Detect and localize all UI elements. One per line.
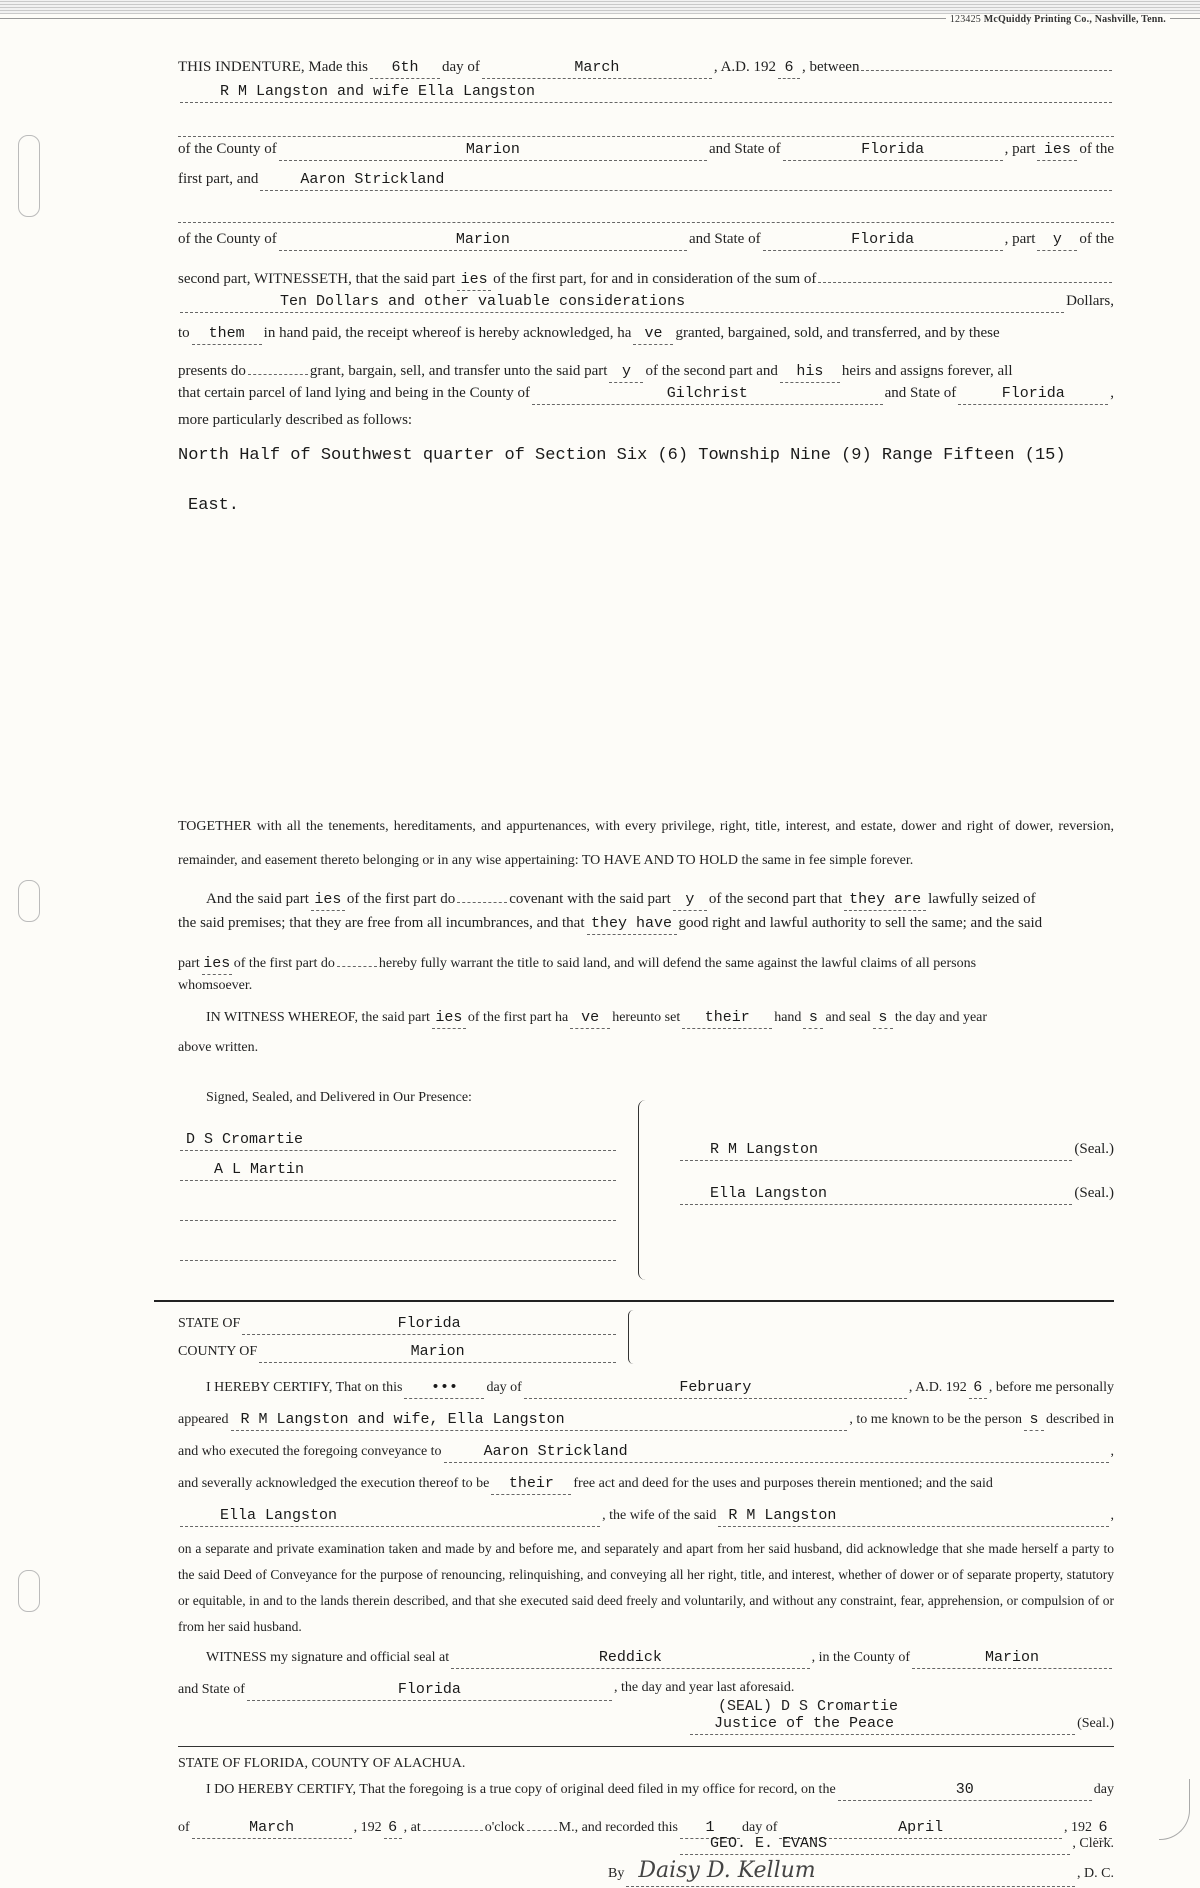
witness-state-line: and State of Florida (178, 1680, 614, 1701)
wife-line: Ella Langston , the wife of the said R M Langston , (178, 1506, 1114, 1527)
grantee-part-suffix: y (1037, 230, 1077, 251)
signature-brace (638, 1100, 653, 1280)
recording-divider (178, 1746, 1114, 1747)
ack-grantee: Aaron Strickland (444, 1442, 1109, 1463)
witness-signature (180, 1240, 616, 1261)
grantor-signature: R M Langston (680, 1140, 1072, 1161)
their-hands: their (682, 1008, 772, 1029)
conveyance-line: and who executed the foregoing conveyance to Aaron Strickland , (178, 1442, 1114, 1463)
witness-whereof-line: IN WITNESS WHEREOF, the said part ies of the first part ha ve hereunto set their hand s and seal s the day and year (206, 1008, 1114, 1029)
filed-month: March (192, 1818, 352, 1839)
appeared-names: R M Langston and wife, Ella Langston (231, 1410, 848, 1431)
grantor-part-suffix: ies (1037, 140, 1077, 161)
certify-line: I HEREBY CERTIFY, That on this ••• day of February , A.D. 192 6 , before me personally (206, 1378, 1114, 1399)
clerk-line: GEO. E. EVANS , Clerk. (678, 1834, 1114, 1855)
appeared-line: appeared R M Langston and wife, Ella Langston , to me known to be the person s described in (178, 1410, 1114, 1431)
deputy-signature: Daisy D. Kellum (626, 1858, 1075, 1887)
grantee-name: Aaron Strickland (260, 170, 1112, 191)
grantor-names-line (178, 82, 1114, 103)
ack-month: February (524, 1378, 907, 1399)
husband-name: R M Langston (718, 1506, 1108, 1527)
binder-hole-mark (18, 880, 40, 922)
consideration-line: Ten Dollars and other valuable considerations Dollars, (178, 292, 1114, 313)
clerk-name: GEO. E. EVANS (680, 1834, 1070, 1855)
premises-line: the said premises; that they are free from all incumbrances, and that they have good right and lawful authority to sell the same; and the said (178, 914, 1114, 935)
binder-hole-mark (18, 1570, 40, 1612)
grantee-county-line: of the County of Marion and State of Florida , part y of the (178, 230, 1114, 251)
ack-county: Marion (259, 1342, 616, 1363)
deed-page: 123425 McQuiddy Printing Co., Nashville, Tenn. THIS INDENTURE, Made this 6th day of March , A.D. 192 6 , between R M Langston and wife Ella Langston of the County of Marion and State of Florida , part ies of the first part, and Aaron Strickland of the County of Marion and State of Florida , part y of the second part, WITNESSETH, that the said part ies of the first part, for and in consideration of the sum of Ten Dollars and other valuable considerations Dollars, to them in hand paid, the receipt whereof is hereby acknowledged, ha ve granted, bargained, sold, and transferred, and by these presents do grant, bargain, sell, and transfer unto the said part y of the second part and his heirs and assigns forever, all that certain parcel of land lying and being in the County of Gilchrist and State of Florida , more particularly described as follows: North Half of Southwest quarter of Section Six (6) Township Nine (9) Range Fifteen (15) East. TOGETHER with all the tenements, hereditaments, and appurtenances, with every privilege, right, title, interest, and estate, dower and right of dower, reversion, remainder, and easement thereto belonging or in any wise appertaining: TO HAVE AND TO HOLD the same in fee simple forever. And the said part ies of the first part do covenant with the said part y of the second part that they are lawfully seized of the said premises; that they are free from all incumbrances, and that they have good right and lawful authority to sell the same; and the said part ies of the first part do hereby fully warrant the title to said land, and will defend the same against the lawful claims of all persons whomsoever. IN WITNESS WHEREOF, the said part ies of the first part ha ve hereunto set their hand s and seal s the day and year above written. Signed, Sealed, and Delivered in Our Presence: D S Cromartie A L Martin R M Langston (Seal.) Ella Langston (Seal.) STATE OF Florida COUNTY OF Marion I HEREBY CERTIFY, That on this ••• day of February , A.D. 192 6 , before me personally appeared R M Langston and wife, Ella Langston , to me known to be the person s described in and who executed the foregoing conveyance to Aaron Strickland , and severally acknowledged the execution thereof to be their free act and deed for the uses and purposes therein mentioned; and the said Ella Langston , the wife of the said R M Langston , on a separate and private examination taken and made by and before me, and separately and apart from her said husband, did acknowledge that she made herself a party to the said Deed of Conveyance for the purpose of renouncing, relinquishing, and conveying all her right, title, and interest, whether of dower or of separate property, statutory or equitable, in and to the lands therein described, and that she executed said deed freely and voluntarily, and without any constraint, fear, apprehension, or compulsion of or from her said husband. WITNESS my signature and official seal at Reddick , in the County of Marion and State of Florida , the day and year last aforesaid. (SEAL) D S Cromartie Justice of the Peace (Seal.) STATE OF FLORIDA, COUNTY OF ALACHUA. I DO HEREBY CERTIFY, That the foregoing is a true copy of original deed filed in my office for record, on the 30 day of March , 192 6 , at o'clock M., and recorded this 1 day of April , 192 6 GEO. E. EVANS , Clerk. By Daisy D. Kellum , D. C. (0, 0, 1200, 1860)
land-county: Gilchrist (532, 384, 883, 405)
officer-seal: (SEAL) D S Cromartie (718, 1698, 899, 1715)
indenture-line: THIS INDENTURE, Made this 6th day of March , A.D. 192 6 , between (178, 50, 1114, 79)
indenture-year-digit: 6 (778, 58, 800, 79)
officer-line: Justice of the Peace (Seal.) (688, 1714, 1114, 1735)
grantor-names: R M Langston and wife Ella Langston (180, 82, 1112, 103)
together-clause: TOGETHER with all the tenements, hereditaments, and appurtenances, with every privilege, right, title, interest, and estate, dower and right of dower, reversion, remainder, and easement thereto belonging or in any wise appertaining: TO HAVE AND TO HOLD the same in fee simple forever. (178, 819, 1114, 868)
land-state: Florida (958, 384, 1108, 405)
consideration-amount: Ten Dollars and other valuable considerations (180, 292, 1064, 313)
receipt-line: to them in hand paid, the receipt whereof is hereby acknowledged, ha ve granted, bargained, sold, and transferred, and by these (178, 324, 1114, 345)
presents-line: presents do grant, bargain, sell, and transfer unto the said part y of the second part and his heirs and assigns forever, all (178, 354, 1114, 383)
land-description-line-1: North Half of Southwest quarter of Section Six (6) Township Nine (9) Range Fifteen (15) (178, 446, 1066, 465)
witness-seal-line: WITNESS my signature and official seal at Reddick , in the County of Marion (206, 1648, 1114, 1669)
grantor-county-line: of the County of Marion and State of Florida , part ies of the (178, 140, 1114, 161)
grantee-state: Florida (763, 230, 1003, 251)
printer-name: McQuiddy Printing Co., Nashville, Tenn. (983, 14, 1166, 25)
printer-number: 123425 (949, 14, 982, 25)
more-particularly: more particularly described as follows: (178, 412, 413, 428)
witness-signature (180, 1200, 616, 1221)
witnesseth-line: second part, WITNESSETH, that the said part ies of the first part, for and in consideration of the sum of (178, 262, 1114, 291)
heirs-pronoun: his (780, 362, 840, 383)
binder-hole-mark (18, 135, 40, 217)
ack-county-line: COUNTY OF Marion (178, 1342, 618, 1363)
they-are: they are (844, 890, 926, 911)
free-act-line: and severally acknowledged the execution thereof to be their free act and deed for the uses and purposes therein mentioned; and the said (178, 1474, 1114, 1495)
section-divider (154, 1300, 1114, 1302)
they-have: they have (587, 914, 677, 935)
grantee-county: Marion (279, 230, 687, 251)
covenant-line: And the said part ies of the first part do covenant with the said part y of the second part that they are lawfully seized of (206, 882, 1114, 911)
printer-imprint (946, 14, 1170, 25)
grantor-signature: Ella Langston (680, 1184, 1072, 1205)
witness-signature: A L Martin (180, 1160, 616, 1181)
indenture-day: 6th (370, 58, 440, 79)
top-border-band (0, 0, 1200, 14)
recording-certify-line: I DO HEREBY CERTIFY, That the foregoing is a true copy of original deed filed in my office for record, on the 30 day (206, 1780, 1114, 1801)
grantee-line: first part, and Aaron Strickland (178, 170, 1114, 191)
page-curl (1159, 1779, 1190, 1840)
parcel-line: that certain parcel of land lying and being in the County of Gilchrist and State of Florida , (178, 384, 1114, 405)
private-examination-clause: on a separate and private examination taken and made by and before me, and separately and apart from her said husband, did acknowledge that she made herself a party to the said Deed of Conveyance for the purpose of renouncing, relinquishing, and conveying all her right, title, and interest, whether of dower or of separate property, statutory or equitable, in and to the lands therein described, and that she executed said deed freely and voluntarily, and without any constraint, fear, apprehension, or compulsion of or from her said husband. (178, 1541, 1114, 1634)
officer-title: Justice of the Peace (690, 1714, 1075, 1735)
grantor-county: Marion (279, 140, 707, 161)
ack-state: Florida (242, 1314, 616, 1335)
seal-place: Reddick (451, 1648, 809, 1669)
land-description-line-2: East. (188, 496, 240, 515)
recorded-month: April (779, 1818, 1062, 1839)
recording-date-line: of March , 192 6 , at o'clock M., and recorded this 1 day of April , 192 6 (178, 1810, 1114, 1839)
filed-day: 30 (838, 1780, 1092, 1801)
witness-signature: D S Cromartie (180, 1130, 616, 1151)
wife-name: Ella Langston (180, 1506, 600, 1527)
deputy-line: By Daisy D. Kellum , D. C. (608, 1858, 1114, 1888)
presence-heading: Signed, Sealed, and Delivered in Our Presence: (206, 1090, 472, 1105)
grantor-state: Florida (783, 140, 1003, 161)
recording-heading: STATE OF FLORIDA, COUNTY OF ALACHUA. (178, 1756, 466, 1771)
recorded-day: 1 (680, 1818, 740, 1839)
paid-to: them (192, 324, 262, 345)
indenture-month: March (482, 58, 712, 79)
ack-state-line: STATE OF Florida (178, 1314, 618, 1335)
warrant-line: part ies of the first part do hereby fully warrant the title to said land, and will defend the same against the lawful claims of all persons (178, 946, 1114, 975)
